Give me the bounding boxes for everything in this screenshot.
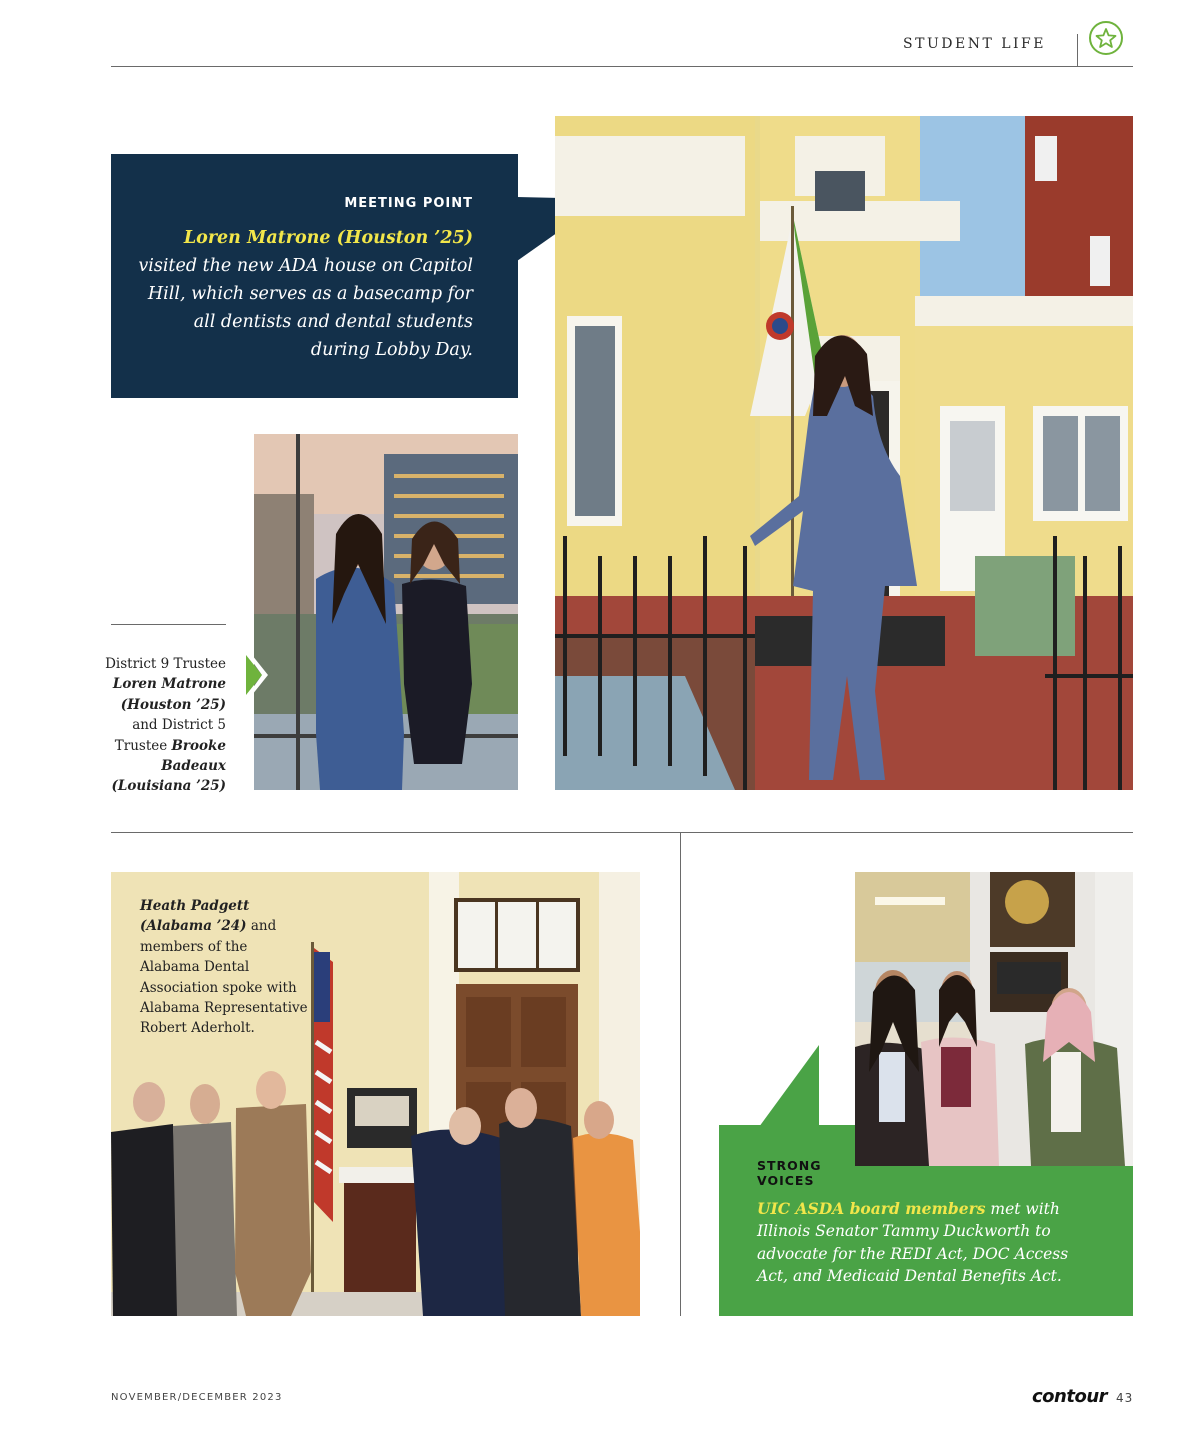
issue-date: NOVEMBER/DECEMBER 2023 — [111, 1392, 283, 1403]
caption-name: Brooke Badeaux (Louisiana ’25) — [111, 737, 226, 795]
meeting-point-body: visited the new ADA house on Capitol Hill, which serves as a basecamp for all dentists and dental students during Lobby Day. — [138, 256, 473, 360]
header-rule — [111, 66, 1133, 67]
caption-rule — [111, 624, 226, 625]
photo-ada-house — [555, 116, 1133, 790]
meeting-point-highlight: Loren Matrone (Houston ’25) — [183, 228, 473, 248]
column-divider — [680, 833, 681, 1316]
page-number: 43 — [1116, 1391, 1134, 1405]
alabama-caption — [140, 896, 310, 1039]
strong-voices-highlight: UIC ASDA board members — [757, 1199, 986, 1218]
caption-text: and District 5 Trustee — [114, 717, 226, 754]
brand-logo: contour — [1032, 1386, 1108, 1407]
star-icon — [1089, 21, 1123, 55]
strong-voices-body: met with Illinois Senator Tammy Duckworth to advocate for the REDI Act, DOC Access Act, and Medicaid Dental Benefits Act. — [757, 1200, 1069, 1286]
section-label: STUDENT LIFE — [903, 36, 1046, 52]
caption-text: District 9 Trustee — [105, 656, 226, 672]
caption-arrow-icon — [246, 655, 276, 695]
meeting-point-text — [133, 224, 473, 364]
trustees-caption — [100, 654, 226, 797]
caption-text: and members of the Alabama Dental Association spoke with Alabama Representative Robert Aderholt. — [140, 918, 308, 1037]
meeting-point-label: MEETING POINT — [344, 196, 473, 211]
caption-name: Loren Matrone (Houston ’25) — [112, 676, 226, 713]
caption-name: Heath Padgett (Alabama ’24) — [140, 898, 250, 935]
callout-tail — [719, 1045, 829, 1127]
photo-uic-students — [855, 872, 1133, 1166]
strong-voices-text — [757, 1198, 1102, 1288]
strong-voices-label: STRONG VOICES — [757, 1158, 822, 1188]
photo-trustees — [254, 434, 518, 790]
header-divider — [1077, 34, 1078, 67]
meeting-point-box — [111, 154, 518, 398]
section-rule — [111, 832, 1133, 833]
